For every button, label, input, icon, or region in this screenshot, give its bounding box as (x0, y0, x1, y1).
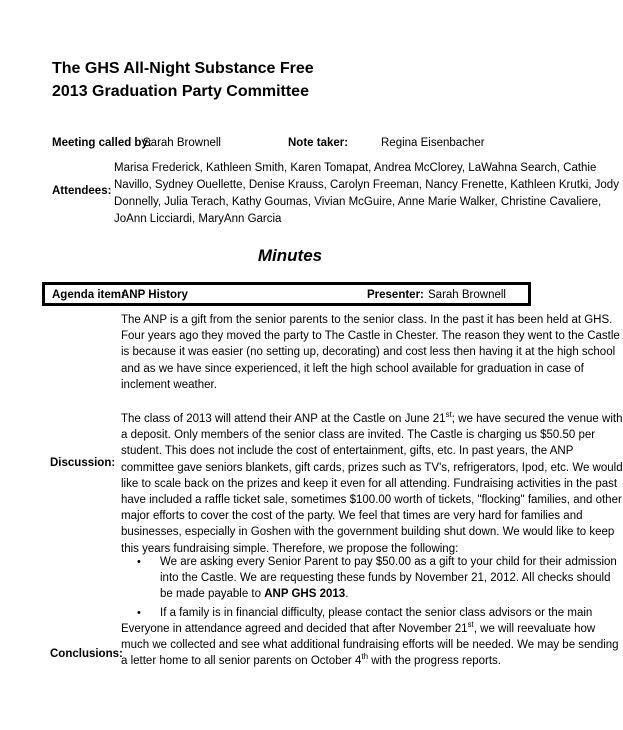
minutes-heading: Minutes (257, 246, 323, 265)
paragraph-line: into the Castle. We are requesting these funds by November 21, 2012. All checks should (160, 572, 611, 585)
presenter-label: Presenter: (367, 289, 424, 301)
paragraph-line: The ANP is a gift from the senior parents to the senior class. In the past it has been held at GHS. (121, 314, 613, 326)
bullet-item-1 (160, 554, 617, 603)
meeting-called-by-label: Meeting called by: (52, 137, 152, 149)
meeting-called-by-value: Sarah Brownell (143, 137, 221, 149)
discussion-label: Discussion: (50, 457, 116, 469)
bullet-icon: • (137, 556, 141, 568)
attendees-line: Navillo, Sydney Ouellette, Denise Krauss, Carolyn Freeman, Nancy Frenette, Kathleen Krutki, Jody (114, 179, 619, 191)
paragraph-line: The class of 2013 will attend their ANP at the Castle on June 21st; we have secured the venue with (121, 410, 623, 425)
paragraph-line: businesses, especially in Goshen with the government building shut down. We would like to keep (121, 526, 615, 539)
conclusions-paragraph (121, 620, 619, 670)
conclusions-label: Conclusions: (50, 648, 123, 660)
paragraph-line: Four years ago they moved the party to The Castle in Chester. The reason they went to the Castle (121, 330, 620, 343)
attendees-line: JoAnn Licciardi, MaryAnn Garcia (114, 213, 282, 225)
discussion-paragraph-1 (121, 312, 620, 393)
paragraph-line: a deposit. Only members of the senior class are invited. The Castle is charging us $50.50 per (121, 429, 596, 442)
paragraph-line: have included a raffle ticket sale, sometimes $100.00 worth of tickets, "flocking" families, and other (121, 494, 622, 507)
doc-title-line1: The GHS All-Night Substance Free (52, 60, 314, 77)
paragraph-line: If a family is in financial difficulty, please contact the senior class advisors or the main (160, 607, 593, 619)
paragraph-line: major efforts to cover the cost of the party. We feel that times are very hard for families and (121, 510, 583, 523)
paragraph-line: and as we have since experienced, it left the high school available for graduation in case of (121, 362, 584, 375)
note-taker-label: Note taker: (288, 137, 349, 149)
discussion-paragraph-2 (121, 410, 623, 557)
paragraph-line: inclement weather. (121, 378, 217, 391)
paragraph-line: this years fundraising simple. Therefore, we propose the following: (121, 542, 459, 555)
paragraph-line: much we collected and see what additional fundraising efforts will be needed. We may be sending (121, 639, 619, 652)
paragraph-line: student. This does not include the cost of entertainment, gifts, etc. In past years, the ANP (121, 445, 574, 458)
presenter-value: Sarah Brownell (428, 289, 506, 301)
doc-title-line2: 2013 Graduation Party Committee (52, 83, 309, 100)
attendees-line: Donnelly, Julia Terach, Kathy Goumas, Vivian McGuire, Anne Marie Walker, Christine Cavaliere, (114, 196, 602, 208)
agenda-item-value: ANP History (121, 289, 188, 301)
note-taker-value: Regina Eisenbacher (381, 137, 485, 149)
paragraph-line: is because it was easier (no setting up, decorating) and cost less then having it at the high school (121, 346, 616, 359)
attendees-line: Marisa Frederick, Kathleen Smith, Karen Tomapat, Andrea McClorey, LaWahna Search, Cathie (114, 162, 597, 174)
paragraph-line: a letter home to all senior parents on October 4th with the progress reports. (121, 652, 501, 668)
agenda-item-label: Agenda item: (52, 289, 125, 301)
attendees-label: Attendees: (52, 185, 112, 197)
bullet-icon: • (137, 607, 141, 619)
paragraph-line: Everyone in attendance agreed and decided that after November 21st, we will reevaluate how (121, 620, 596, 635)
paragraph-line: We are asking every Senior Parent to pay $50.00 as a gift to your child for their admission (160, 556, 617, 568)
paragraph-line: like to scale back on the prizes and keep it even for all attending. Fundraising activities in the past (121, 477, 618, 490)
attendees-list (114, 160, 619, 228)
paragraph-line: be made payable to ANP GHS 2013. (160, 588, 349, 601)
bullet-item-2 (160, 605, 593, 621)
paragraph-line: committee gave seniors blankets, gift cards, prizes such as TV's, refrigerators, Ipod, etc. We would (121, 461, 623, 474)
